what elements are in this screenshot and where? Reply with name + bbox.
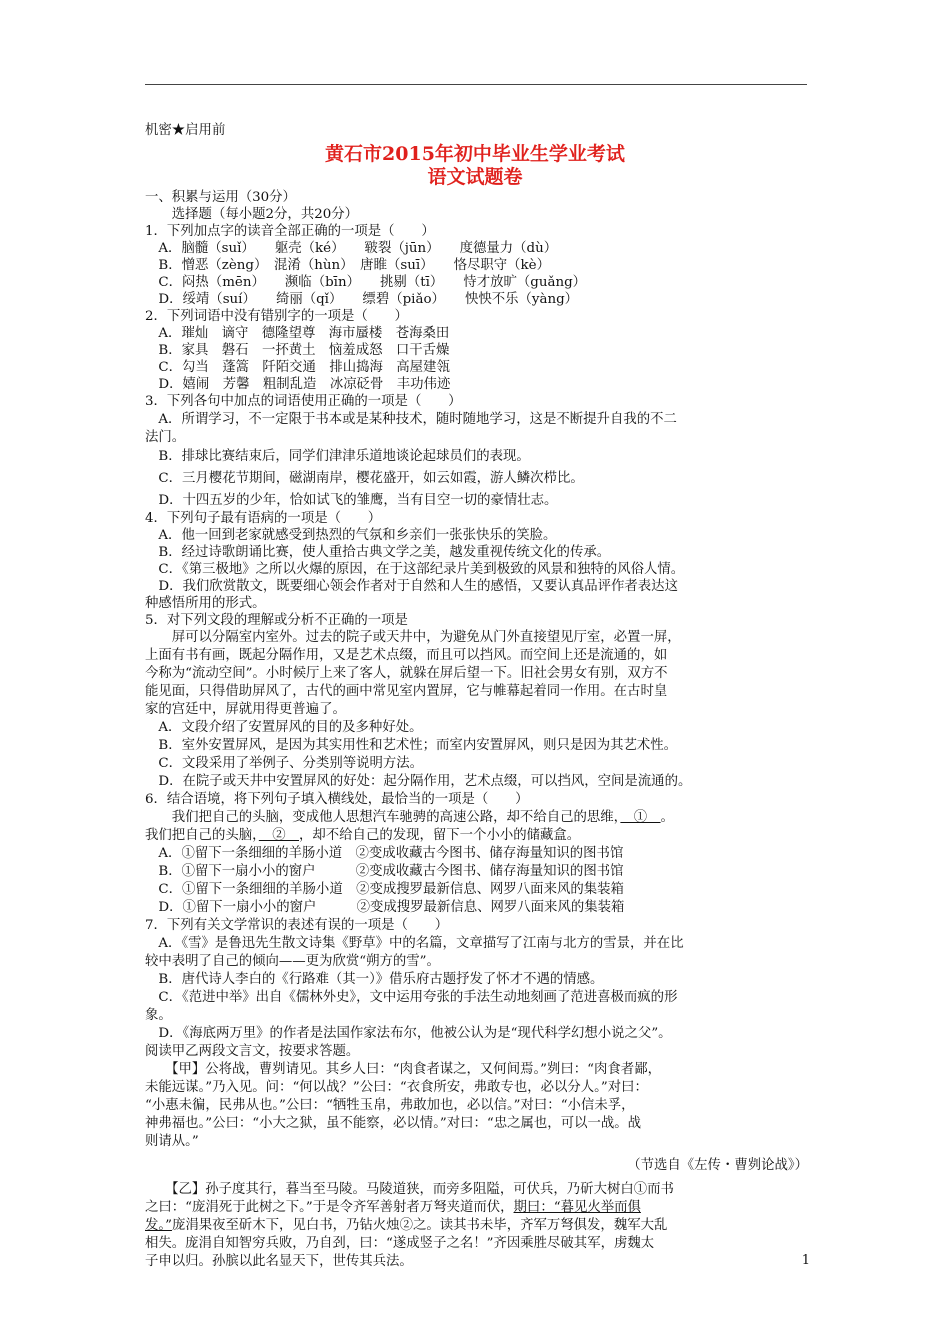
passage-jia-line: 则请从。” — [145, 1134, 199, 1149]
section-instruction: 选择题（每小题2分，共20分） — [145, 207, 359, 222]
q6-text: 我们把自己的头脑，变成他人思想汽车驰骋的高速公路，却不给自己的思维， — [145, 810, 621, 825]
passage-jia-line: “小惠未徧，民弗从也。”公曰：“牺牲玉帛，弗敢加也，必以信。”对曰：“小信未孚， — [145, 1098, 635, 1113]
question-7: 7．下列有关文学常识的表述有误的一项是（ ） — [145, 918, 449, 933]
q5-passage-line: 今称为“流动空间”。小时候厅上来了客人，就躲在屏后望一下。旧社会男女有别，双方不 — [145, 666, 668, 681]
passage-yi-text: 庞涓果夜至斫木下，见白书，乃钻火烛②之。读其书未毕，齐军万弩俱发，魏军大乱 — [171, 1218, 668, 1233]
q4-option-b: B．经过诗歌朗诵比赛，使人重拾古典文学之美，越发重视传统文化的传承。 — [145, 545, 611, 560]
q7-option-c: C．《范进中举》出自《儒林外史》，文中运用夸张的手法生动地刻画了范进喜极而疯的形 — [145, 990, 678, 1005]
q3-option-a: A．所谓学习，不一定限于书本或是某种技术，随时随地学习，这是不断提升自我的不二 — [145, 412, 677, 427]
q6-option-a: A．①留下一条细细的羊肠小道 ②变成收藏古今图书、储存海量知识的图书馆 — [145, 846, 624, 861]
q6-text: 我们把自己的头脑， — [145, 828, 259, 843]
q4-option-a: A．他一回到老家就感受到热烈的气氛和乡亲们一张张快乐的笑脸。 — [145, 528, 557, 543]
q3-option-b: B．排球比赛结束后，同学们津津乐道地谈论起球员们的表现。 — [145, 449, 530, 464]
q5-option-b: B．室外安置屏风，是因为其实用性和艺术性；而室内安置屏风，则只是因为其艺术性。 — [145, 738, 678, 753]
q3-option-d: D．十四五岁的少年，恰如试飞的雏鹰，当有目空一切的豪情壮志。 — [145, 493, 558, 508]
page-number: 1 — [801, 1253, 810, 1268]
q6-option-c: C．①留下一条细细的羊肠小道 ②变成搜罗最新信息、网罗八面来风的集装箱 — [145, 882, 624, 897]
reading-instruction: 阅读甲乙两段文言文，按要求答题。 — [145, 1044, 360, 1059]
passage-yi-underlined: 发。” — [145, 1218, 172, 1233]
q4-option-d: D．我们欣赏散文，既要细心领会作者对于自然和人生的感悟，又要认真品评作者表达这 — [145, 579, 678, 594]
q5-passage-line: 家的宫廷中，屏就用得更普遍了。 — [145, 702, 346, 717]
q7-option-a: A．《雪》是鲁迅先生散文诗集《野草》中的名篇，文章描写了江南与北方的雪景，并在比 — [145, 936, 684, 951]
question-4: 4．下列句子最有语病的一项是（ ） — [145, 511, 382, 526]
q2-option-b: B．家具 磐石 一抔黄土 恼羞成怒 口干舌燥 — [145, 343, 450, 358]
q7-option-d: D．《海底两万里》的作者是法国作家法布尔，他被公认为是“现代科学幻想小说之父”。 — [145, 1026, 672, 1041]
q6-text: ，却不给自己的发现，留下一个小小的储藏盒。 — [299, 828, 581, 843]
question-6: 6．结合语境，将下列句子填入横线处，最恰当的一项是（ ） — [145, 792, 529, 807]
question-2: 2．下列词语中没有错别字的一项是（ ） — [145, 309, 408, 324]
q4-option-d-cont: 种感悟所用的形式。 — [145, 596, 266, 611]
question-3: 3．下列各句中加点的词语使用正确的一项是（ ） — [145, 394, 462, 409]
passage-yi-line — [145, 1217, 810, 1234]
q1-option-b: B．憎恶（zèng） 混淆（hùn） 唐睢（suī） 恪尽职守（kè） — [145, 258, 550, 273]
passage-yi-line: 子申以归。孙膑以此名显天下，世传其兵法。 — [145, 1254, 413, 1269]
q6-option-d: D．①留下一扇小小的窗户 ②变成搜罗最新信息、网罗八面来风的集装箱 — [145, 900, 625, 915]
question-1: 1．下列加点字的读音全部正确的一项是（ ） — [145, 224, 435, 239]
question-5: 5．对下列文段的理解或分析不正确的一项是 — [145, 613, 408, 628]
passage-jia-line: 神弗福也。”公曰：“小大之狱，虽不能察，必以情。”对曰：“忠之属也，可以一战。战 — [145, 1116, 642, 1131]
q6-passage-line — [145, 809, 810, 826]
q1-option-a: A．脑髓（suǐ） 躯壳（ké） 皲裂（jūn） 度德量力（dù） — [145, 241, 558, 256]
q2-option-d: D．嬉闹 芳馨 粗制乱造 冰凉砭骨 丰功伟迹 — [145, 377, 451, 392]
q1-option-c: C．闷热（mēn） 濒临（bīn） 挑剔（tī） 恃才放旷（guǎng） — [145, 275, 587, 290]
q7-option-a-cont: 较中表明了自己的倾向——更为欣赏“朔方的雪”。 — [145, 954, 440, 969]
q7-option-c-cont: 象。 — [145, 1008, 172, 1023]
q6-blank-1: ① — [620, 810, 661, 825]
passage-yi-text: 之曰：“庞涓死于此树之下。”于是令齐军善射者万弩夹道而伏， — [145, 1200, 514, 1215]
q2-option-a: A．璀灿 谪守 德隆望尊 海市蜃楼 苍海桑田 — [145, 326, 450, 341]
q4-option-c: C．《第三极地》之所以火爆的原因，在于这部纪录片美到极致的风景和独特的风俗人情。 — [145, 562, 685, 577]
q6-option-b: B．①留下一扇小小的窗户 ②变成收藏古今图书、储存海量知识的图书馆 — [145, 864, 624, 879]
q6-text: 。 — [660, 810, 674, 825]
passage-yi-underlined: 期曰：“暮见火举而俱 — [513, 1200, 641, 1215]
confidential-label: 机密★启用前 — [145, 123, 226, 138]
q5-option-d: D．在院子或天井中安置屏风的好处：起分隔作用，艺术点缀，可以挡风，空间是流通的。 — [145, 774, 692, 789]
q6-blank-2: ② — [258, 828, 299, 843]
q5-option-c: C．文段采用了举例子、分类别等说明方法。 — [145, 756, 424, 771]
q5-option-a: A．文段介绍了安置屏风的目的及多种好处。 — [145, 720, 423, 735]
section-heading: 一、积累与运用（30分） — [145, 190, 296, 205]
q7-option-b: B．唐代诗人李白的《行路难（其一）》借乐府古题抒发了怀才不遇的情感。 — [145, 972, 604, 987]
q3-option-a-cont: 法门。 — [145, 430, 186, 445]
q6-passage-line — [145, 827, 810, 844]
passage-yi-line — [145, 1199, 810, 1216]
q5-passage-line: 能见面，只得借助屏风了，古代的画中常见室内置屏，它与帷幕起着同一作用。在古时皇 — [145, 684, 668, 699]
passage-jia-line: 【甲】公将战，曹刿请见。其乡人曰：“肉食者谋之，又何间焉。”刿曰：“肉食者鄙， — [145, 1062, 661, 1077]
q2-option-c: C．勾当 蓬篙 阡陌交通 排山捣海 高屋建瓴 — [145, 360, 450, 375]
exam-title: 黄石市2015年初中毕业生学业考试 — [325, 143, 625, 165]
passage-yi-line: 【乙】孙子度其行，暮当至马陵。马陵道狭，而旁多阻隘，可伏兵，乃斫大树白①而书 — [145, 1182, 674, 1197]
q5-passage-line: 屏可以分隔室内室外。过去的院子或天井中，为避免从门外直接望见厅室，必置一屏， — [145, 630, 681, 645]
passage-jia-line: 未能远谋。”乃入见。问：“何以战？”公曰：“衣食所安，弗敢专也，必以分人。”对曰： — [145, 1080, 648, 1095]
q3-option-c: C．三月樱花节期间，磁湖南岸，樱花盛开，如云如霞，游人鳞次栉比。 — [145, 471, 584, 486]
passage-jia-source: （节选自《左传・曹刿论战》） — [627, 1158, 808, 1173]
passage-yi-line: 相失。庞涓自知智穷兵败，乃自刭，曰：“遂成竖子之名！”齐因乘胜尽破其军，虏魏太 — [145, 1236, 655, 1251]
header-rule — [145, 84, 807, 85]
q1-option-d: D．绥靖（suí） 绮丽（qǐ） 缥碧（piǎo） 怏怏不乐（yàng） — [145, 292, 579, 307]
exam-subtitle: 语文试题卷 — [427, 166, 523, 188]
q5-passage-line: 上面有书有画，既起分隔作用，又是艺术点缀，而且可以挡风。而空间上还是流通的，如 — [145, 648, 668, 663]
